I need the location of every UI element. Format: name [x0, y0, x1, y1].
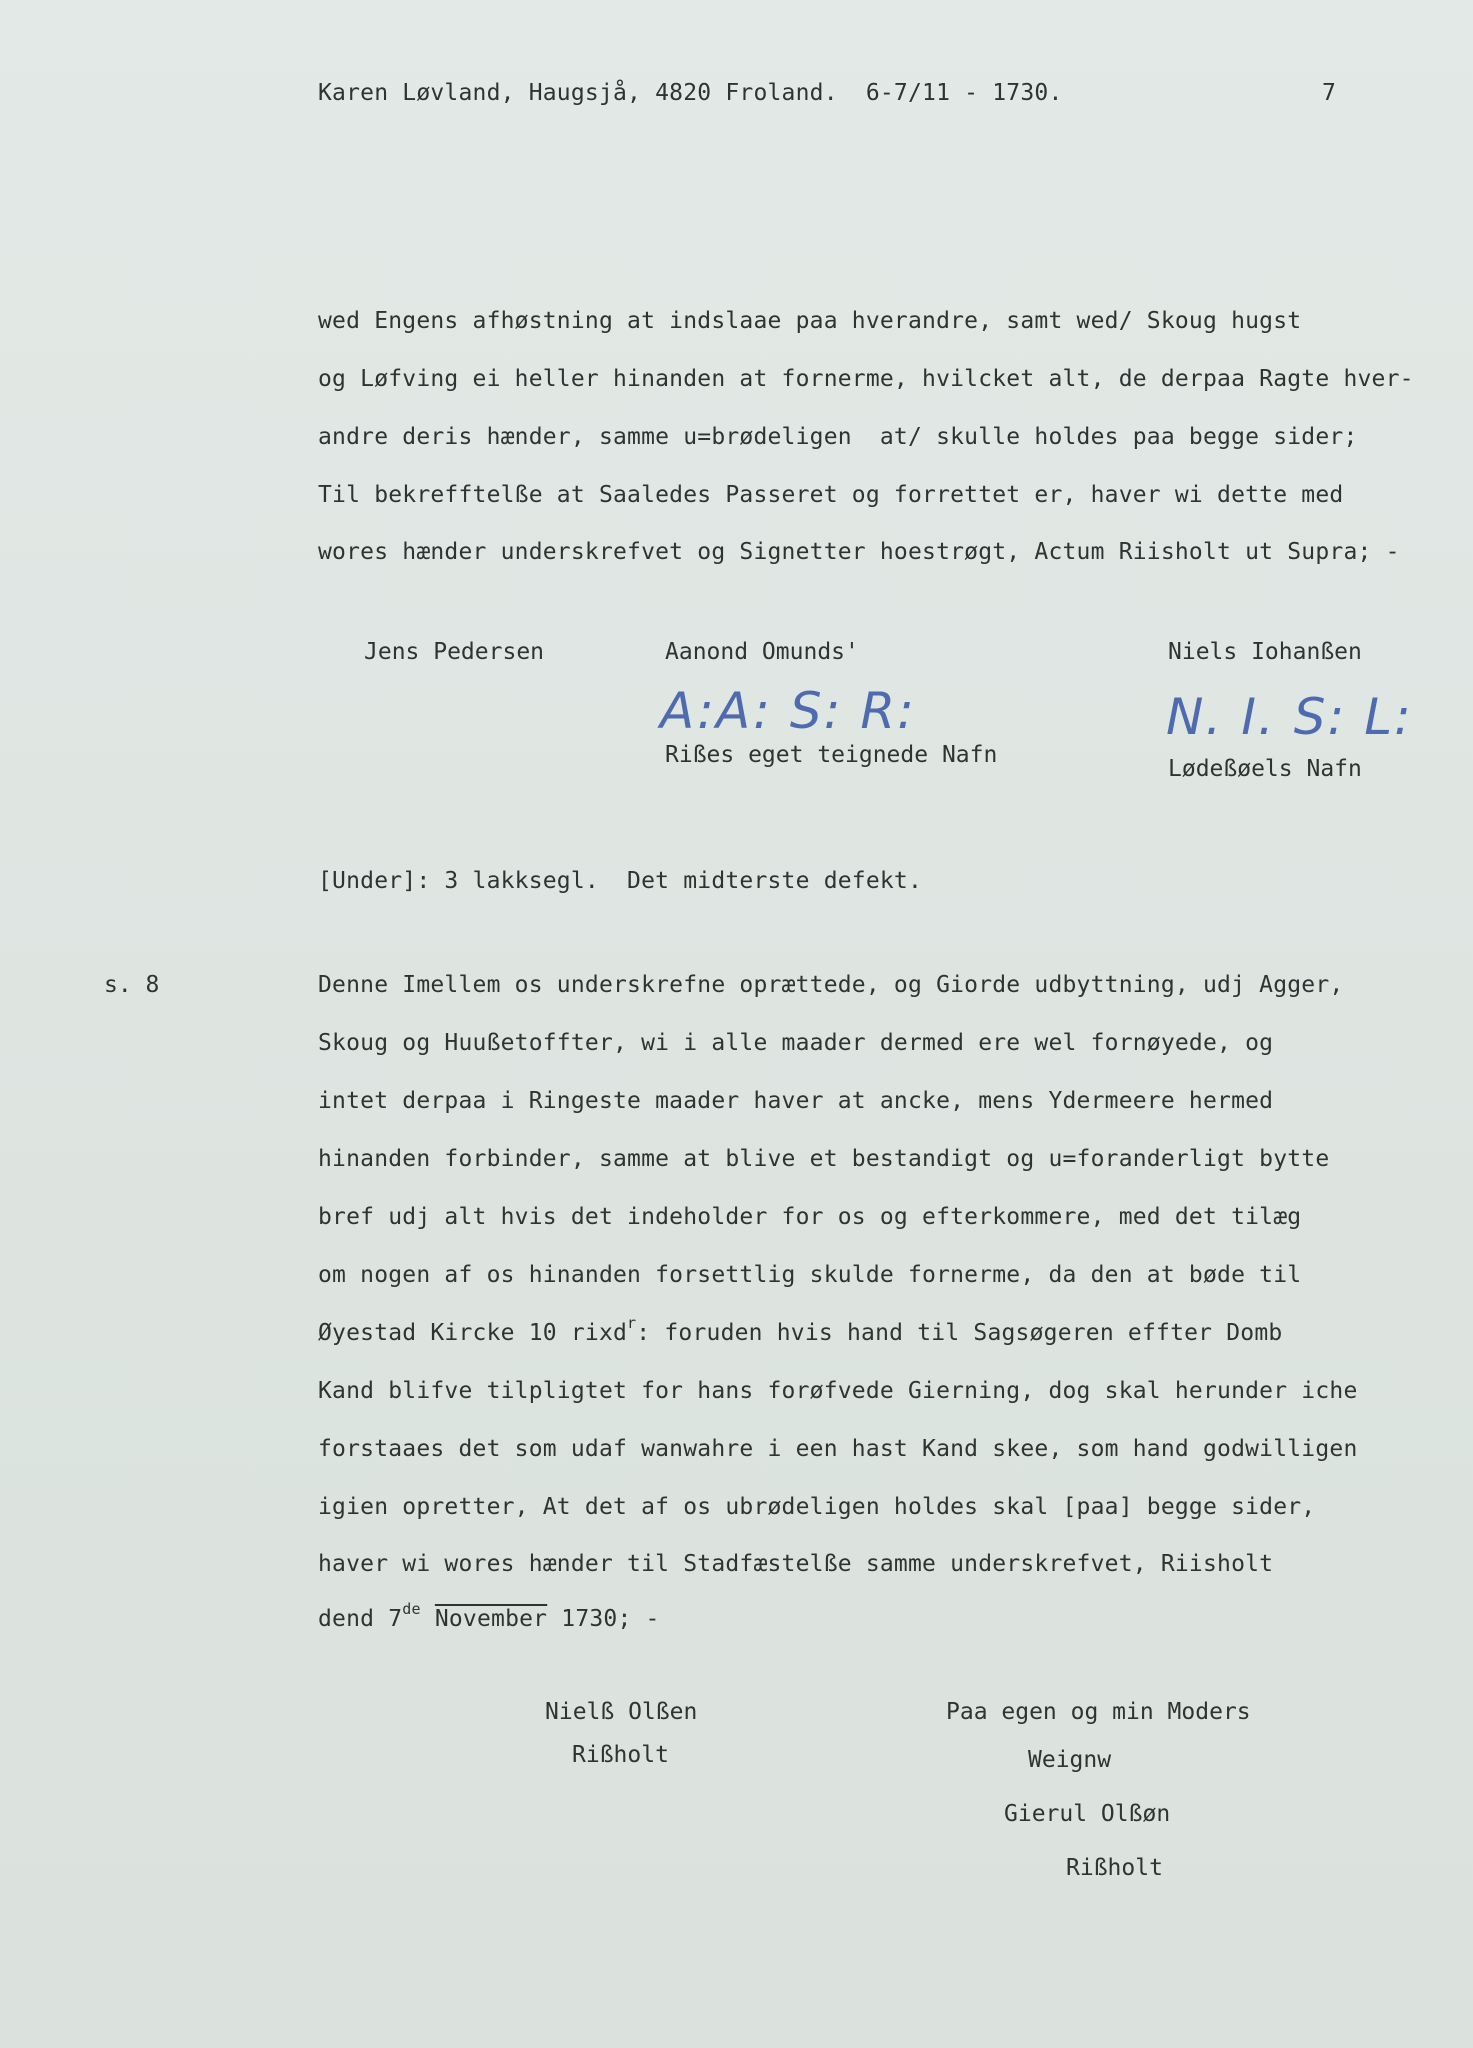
month: November	[434, 1606, 548, 1632]
signature-place: Rißholt	[572, 1742, 669, 1768]
text-segment: dend 7	[318, 1606, 403, 1632]
signature-place: Rißholt	[1066, 1855, 1163, 1881]
handwritten-initials: N. I. S: L:	[1166, 688, 1413, 746]
text-line: Kand blifve tilpligtet for hans forøfvede Gierning, dog skal herunder iche	[318, 1378, 1358, 1404]
text-line: og Løfving ei heller hinanden at fornerme, hvilcket alt, de derpaa Ragte hver-	[318, 366, 1414, 392]
text-segment: Øyestad Kircke 10 rixd	[318, 1320, 628, 1346]
signature-text: Weignw	[1028, 1747, 1112, 1773]
date-line	[318, 1600, 660, 1634]
text-line: om nogen af os hinanden forsettlig skulde fornerme, da den at bøde til	[318, 1262, 1302, 1288]
text-segment: 1730; -	[547, 1606, 660, 1632]
text-line: andre deris hænder, samme u=brødeligen at/ skulle holdes paa begge sider;	[318, 424, 1358, 450]
text-line: wores hænder underskrefvet og Signetter hoestrøgt, Actum Riisholt ut Supra; -	[318, 539, 1400, 565]
superscript: de	[402, 1600, 421, 1619]
signature-name: Jens Pedersen	[364, 639, 545, 665]
signature-caption: Lødeßøels Nafn	[1168, 756, 1362, 782]
signature-name: Niels Iohanßen	[1168, 639, 1362, 665]
signature-text: Paa egen og min Moders	[946, 1699, 1251, 1725]
signature-name: Gierul Olßøn	[1004, 1801, 1171, 1827]
page-number: 7	[1322, 80, 1337, 106]
text-line: bref udj alt hvis det indeholder for os og efterkommere, med det tilæg	[318, 1204, 1302, 1230]
text-line: Skoug og Huußetoffter, wi i alle maader dermed ere wel fornøyede, og	[318, 1030, 1274, 1056]
text-line: wed Engens afhøstning at indslaae paa hverandre, samt wed/ Skoug hugst	[318, 308, 1302, 334]
handwritten-initials: A:A: S: R:	[660, 682, 916, 740]
text-line: Til bekrefftelße at Saaledes Passeret og forrettet er, haver wi dette med	[318, 482, 1344, 508]
text-line: haver wi wores hænder til Stadfæstelße samme underskrefvet, Riisholt	[318, 1551, 1274, 1577]
text-line: Denne Imellem os underskrefne oprættede, og Giorde udbyttning, udj Agger,	[318, 972, 1344, 998]
text-line: intet derpaa i Ringeste maader haver at ancke, mens Ydermeere hermed	[318, 1088, 1274, 1114]
margin-reference: s. 8	[104, 972, 160, 998]
signature-name: Aanond Omunds'	[665, 639, 859, 665]
signature-name: Nielß Olßen	[545, 1699, 698, 1725]
superscript: r	[627, 1314, 637, 1333]
seal-note: [Under]: 3 lakksegl. Det midterste defekt.	[318, 868, 923, 894]
header-text: Karen Løvland, Haugsjå, 4820 Froland. 6-7/11 - 1730.	[318, 80, 1063, 106]
text-segment: : foruden hvis hand til Sagsøgeren effter Domb	[636, 1320, 1283, 1346]
text-line: hinanden forbinder, samme at blive et bestandigt og u=foranderligt bytte	[318, 1146, 1330, 1172]
text-line-rixd	[318, 1314, 1283, 1348]
signature-caption: Rißes eget teignede Nafn	[665, 742, 998, 768]
text-line: forstaaes det som udaf wanwahre i een hast Kand skee, som hand godwilligen	[318, 1436, 1358, 1462]
text-line: igien opretter, At det af os ubrødeligen holdes skal [paa] begge sider,	[318, 1494, 1316, 1520]
